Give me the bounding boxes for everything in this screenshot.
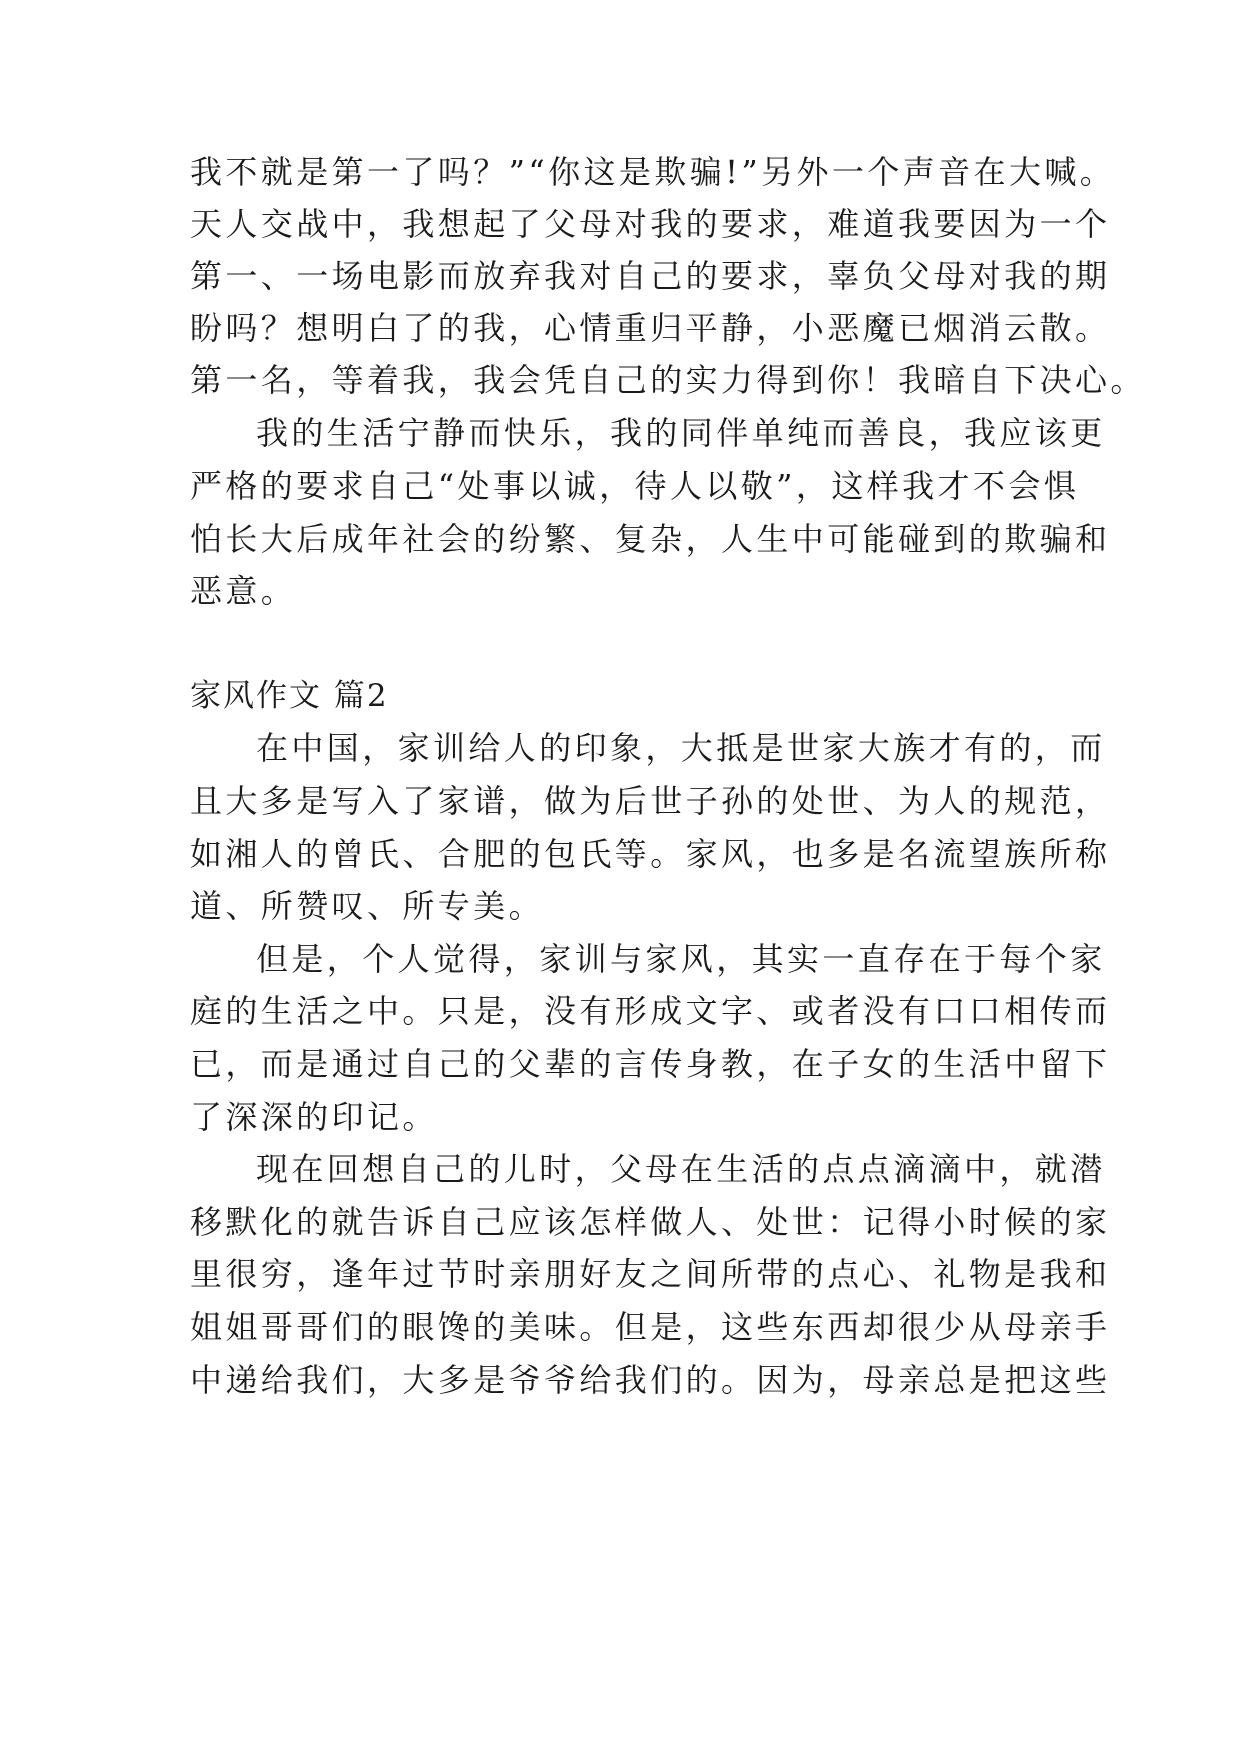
section-heading: 家风作文 篇2 [190, 678, 389, 714]
text-line: 姐姐哥哥们的眼馋的美味。但是，这些东西却很少从母亲手 [190, 1308, 1111, 1346]
text-line: 中递给我们，大多是爷爷给我们的。因为，母亲总是把这些 [190, 1361, 1111, 1399]
text-line: 且大多是写入了家谱，做为后世子孙的处世、为人的规范， [190, 782, 1111, 820]
text-line: 我的生活宁静而快乐，我的同伴单纯而善良，我应该更 [256, 414, 1106, 452]
text-line: 盼吗？想明白了的我，心情重归平静，小恶魔已烟消云散。 [190, 309, 1111, 347]
text-line: 已，而是通过自己的父辈的言传身教，在子女的生活中留下 [190, 1045, 1111, 1083]
text-line: 天人交战中，我想起了父母对我的要求，难道我要因为一个 [190, 205, 1111, 243]
text-line: 如湘人的曾氏、合肥的包氏等。家风，也多是名流望族所称 [190, 835, 1111, 873]
text-line: 但是，个人觉得，家训与家风，其实一直存在于每个家 [256, 940, 1106, 978]
text-line: 现在回想自己的儿时，父母在生活的点点滴滴中，就潜 [256, 1150, 1106, 1188]
text-line: 第一、一场电影而放弃我对自己的要求，辜负父母对我的期 [190, 257, 1111, 295]
text-line: 严格的要求自己“处事以诚，待人以敬”，这样我才不会惧 [190, 467, 1080, 505]
text-line: 里很穷，逢年过节时亲朋好友之间所带的点心、礼物是我和 [190, 1255, 1111, 1293]
text-line: 移默化的就告诉自己应该怎样做人、处世：记得小时候的家 [190, 1203, 1111, 1241]
text-line: 了深深的印记。 [190, 1098, 438, 1136]
text-line: 庭的生活之中。只是，没有形成文字、或者没有口口相传而 [190, 992, 1111, 1030]
text-line: 在中国，家训给人的印象，大抵是世家大族才有的，而 [256, 729, 1106, 767]
text-line: 我不就是第一了吗？”“你这是欺骗!”另外一个声音在大喊。 [190, 153, 1116, 191]
text-line: 怕长大后成年社会的纷繁、复杂，人生中可能碰到的欺骗和 [190, 520, 1111, 558]
text-line: 第一名，等着我，我会凭自己的实力得到你！我暗自下决心。 [190, 361, 1146, 399]
text-line: 恶意。 [190, 572, 297, 610]
text-line: 道、所赞叹、所专美。 [190, 887, 545, 925]
